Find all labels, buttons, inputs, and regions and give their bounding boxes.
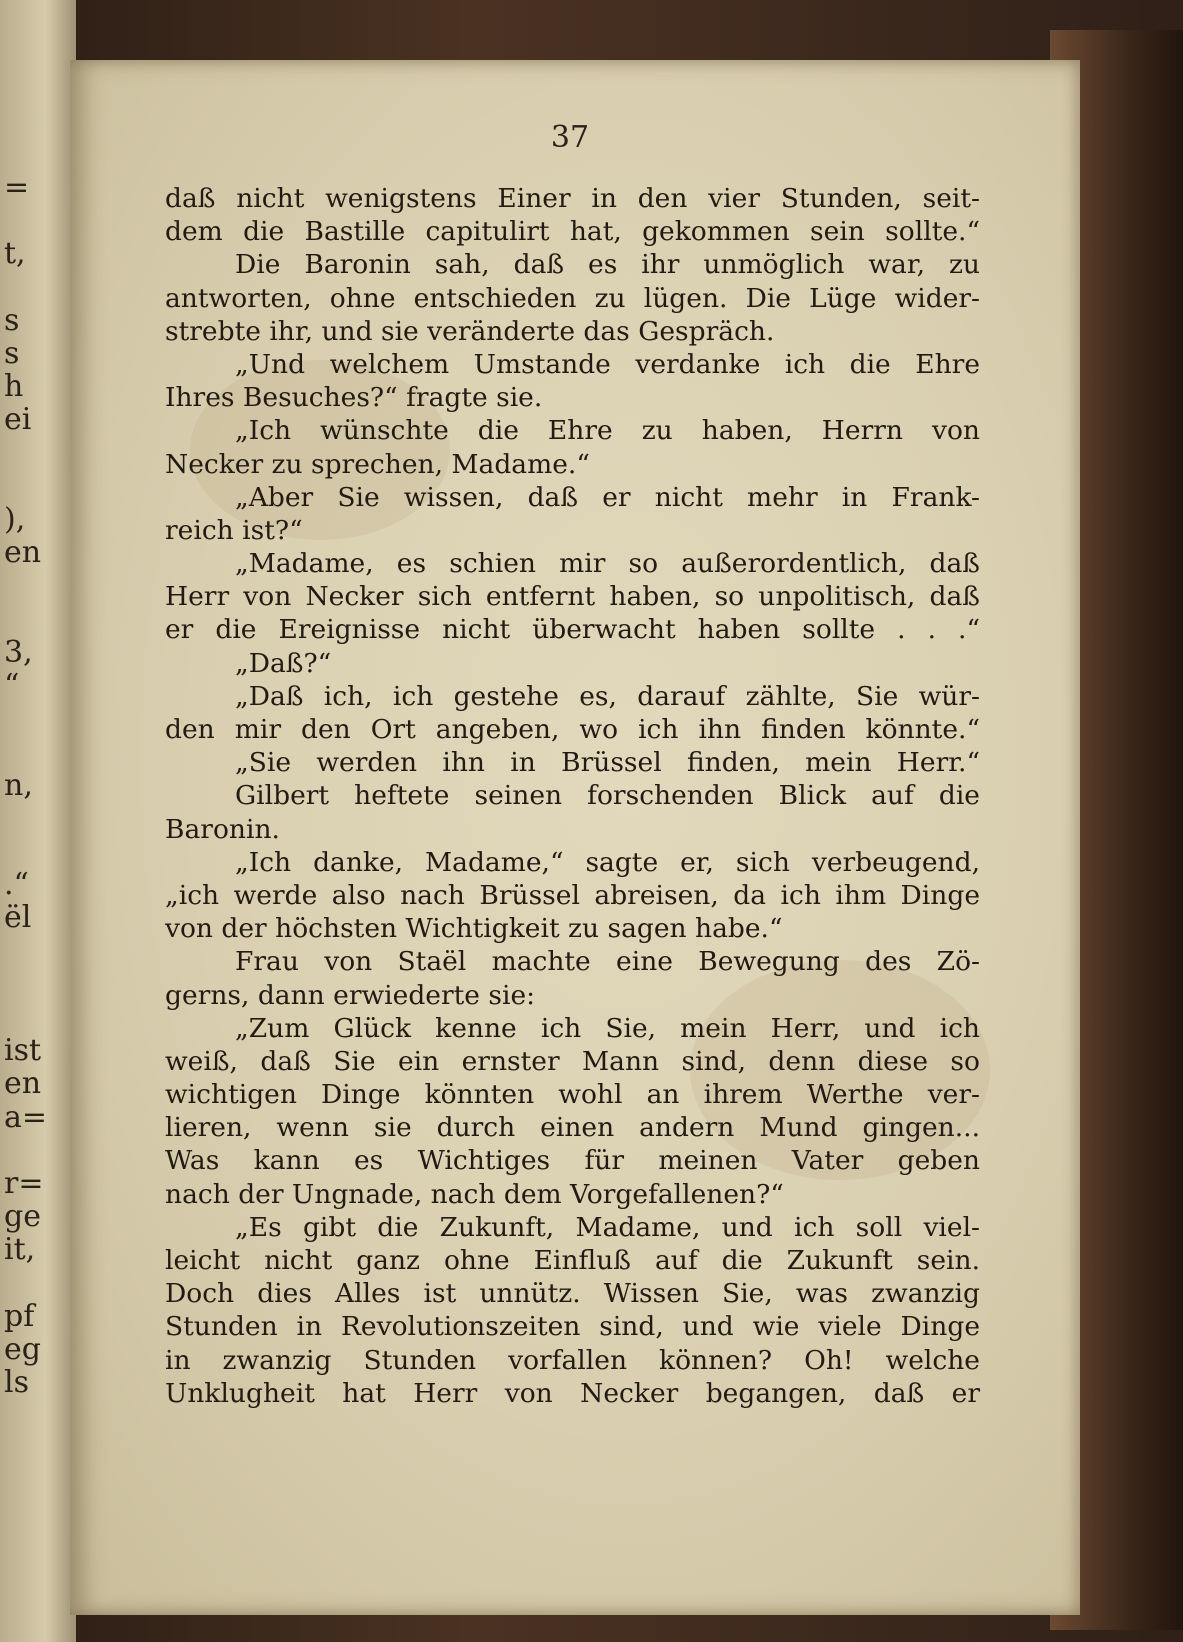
text-line: Unklugheit hat Herr von Necker begangen, daß er <box>165 1377 980 1409</box>
text-line: „ich werde also nach Brüssel abreisen, da ich ihm Dinge <box>165 879 980 911</box>
facing-page-fragment: ls <box>4 1365 29 1401</box>
text-line: Gilbert heftete seinen forschenden Blick auf die <box>235 780 980 812</box>
text-line: er die Ereignisse nicht überwacht haben sollte . . .“ <box>165 614 980 646</box>
facing-page-fragment: s <box>4 302 20 338</box>
facing-page-fragment: = <box>4 170 30 205</box>
text-line: lieren, wenn sie durch einen andern Mund gingen... <box>165 1112 980 1144</box>
facing-page-fragment: .“ <box>4 867 29 903</box>
text-line: leicht nicht ganz ohne Einfluß auf die Zukunft sein. <box>165 1245 980 1276</box>
facing-page-fragment: ), <box>4 502 26 537</box>
facing-page-fragment: ge <box>4 1199 41 1235</box>
facing-page-fragment: 3, <box>4 634 33 670</box>
text-line: antworten, ohne entschieden zu lügen. Die Lüge wider- <box>165 282 980 314</box>
facing-page-fragment: ei <box>4 402 32 438</box>
text-line: „Es gibt die Zukunft, Madame, und ich soll viel- <box>235 1211 980 1243</box>
text-line: den mir den Ort angeben, wo ich ihn finden könnte.“ <box>165 714 980 745</box>
text-line: wichtigen Dinge könnten wohl an ihrem Werthe ver- <box>165 1079 980 1111</box>
body-text <box>165 182 980 1410</box>
text-line: Stunden in Revolutionszeiten sind, und wie viele Dinge <box>165 1311 980 1343</box>
text-line: „Daß ich, ich gestehe es, darauf zählte, Sie wür- <box>235 680 980 712</box>
text-line: Herr von Necker sich entfernt haben, so unpolitisch, daß <box>165 581 980 613</box>
text-line: Frau von Staël machte eine Bewegung des Zö- <box>235 946 980 978</box>
text-line: „Ich danke, Madame,“ sagte er, sich verbeugend, <box>235 846 980 878</box>
facing-page-fragment: t, <box>4 236 26 272</box>
facing-page-fragment: ël <box>4 900 32 936</box>
facing-page-fragment: a= <box>4 1099 48 1135</box>
text-line: strebte ihr, und sie veränderte das Gespräch. <box>165 315 775 347</box>
facing-page-fragment: r= <box>4 1166 44 1201</box>
text-line: von der höchsten Wichtigkeit zu sagen habe.“ <box>165 913 783 945</box>
text-line: „Zum Glück kenne ich Sie, mein Herr, und ich <box>235 1012 980 1044</box>
text-line: nach der Ungnade, nach dem Vorgefallenen?“ <box>165 1178 784 1210</box>
text-line: gerns, dann erwiederte sie: <box>165 979 536 1011</box>
facing-page-edge <box>0 0 76 1642</box>
text-line: dem die Bastille capitulirt hat, gekommen sein sollte.“ <box>165 216 980 248</box>
text-line: weiß, daß Sie ein ernster Mann sind, denn diese so <box>165 1045 980 1077</box>
text-line: reich ist?“ <box>165 514 303 546</box>
text-line: Necker zu sprechen, Madame.“ <box>165 448 590 480</box>
facing-page-fragment: s <box>4 336 20 371</box>
facing-page-fragment: eg <box>4 1332 41 1367</box>
text-line: daß nicht wenigstens Einer in den vier Stunden, seit- <box>165 183 980 214</box>
text-line: Baronin. <box>165 813 280 845</box>
text-line: „Sie werden ihn in Brüssel finden, mein Herr.“ <box>235 747 980 779</box>
facing-page-fragment: it, <box>4 1232 36 1268</box>
text-line: Doch dies Alles ist unnütz. Wissen Sie, was zwanzig <box>165 1278 980 1310</box>
text-line: „Aber Sie wissen, daß er nicht mehr in Frank- <box>235 481 980 513</box>
page-number: 37 <box>550 120 590 155</box>
facing-page-fragment: h <box>4 369 24 405</box>
facing-page-fragment: n, <box>4 767 33 803</box>
text-line: Die Baronin sah, daß es ihr unmöglich war, zu <box>235 249 980 281</box>
facing-page-fragment: en <box>4 1066 42 1102</box>
text-line: „Madame, es schien mir so außerordentlich, daß <box>235 548 980 580</box>
facing-page-fragment: ist <box>4 1033 42 1069</box>
text-line: Was kann es Wichtiges für meinen Vater geben <box>165 1145 980 1177</box>
text-line: „Ich wünschte die Ehre zu haben, Herrn von <box>235 415 980 447</box>
facing-page-fragment: “ <box>4 668 20 703</box>
facing-page-fragment: pf <box>4 1298 35 1334</box>
text-line: „Und welchem Umstande verdanke ich die Ehre <box>235 348 980 380</box>
text-line: „Daß?“ <box>235 647 332 679</box>
text-line: in zwanzig Stunden vorfallen können? Oh! welche <box>165 1344 980 1376</box>
text-line: Ihres Besuches?“ fragte sie. <box>165 382 543 414</box>
facing-page-fragment: en <box>4 535 42 571</box>
